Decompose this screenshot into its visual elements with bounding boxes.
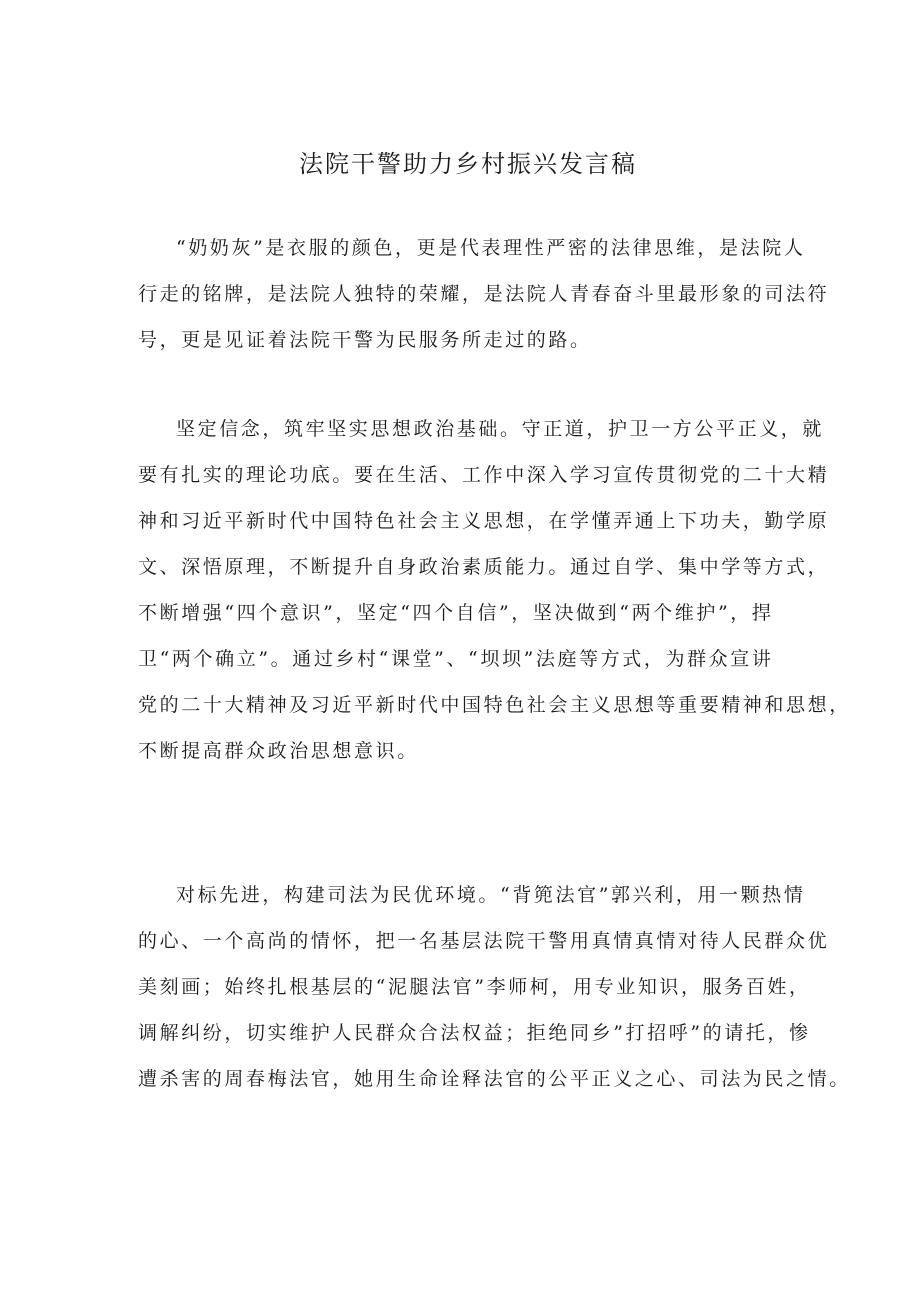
- paragraph-line: 对标先进，构建司法为民优环境。“背篼法官”郭兴利，用一颗热情: [176, 884, 806, 906]
- paragraph-2: [138, 406, 851, 774]
- paragraph-line: 美刻画；始终扎根基层的“泥腿法官”李师柯，用专业知识，服务百姓，: [138, 976, 811, 998]
- paragraph-line: 要有扎实的理论功底。要在生活、工作中深入学习宣传贯彻党的二十大精: [138, 464, 830, 486]
- paragraph-line: 行走的铭牌，是法院人独特的荣耀，是法院人青春奋斗里最形象的司法符: [138, 283, 830, 305]
- paragraph-1: [138, 225, 830, 363]
- paragraph-line: 坚定信念，筑牢坚实思想政治基础。守正道，护卫一方公平正义，就: [176, 418, 825, 440]
- paragraph-line: 党的二十大精神及习近平新时代中国特色社会主义思想等重要精神和思想，: [138, 694, 851, 716]
- paragraph-line: 卫“两个确立”。通过乡村“课堂”、“坝坝”法庭等方式，为群众宣讲: [138, 648, 774, 670]
- paragraph-line: 不断提高群众政治思想意识。: [138, 740, 419, 762]
- paragraph-line: 调解纠纷，切实维护人民群众合法权益；拒绝同乡”打招呼”的请托，惨: [138, 1022, 811, 1044]
- paragraph-line: “奶奶灰”是衣服的颜色，更是代表理性严密的法律思维，是法院人: [176, 237, 806, 259]
- paragraph-line: 文、深悟原理，不断提升自身政治素质能力。通过自学、集中学等方式，: [138, 556, 830, 578]
- paragraph-line: 遭杀害的周春梅法官，她用生命诠释法官的公平正义之心、司法为民之情。: [138, 1068, 851, 1090]
- paragraph-3: [138, 872, 851, 1102]
- paragraph-line: 的心、一个高尚的情怀，把一名基层法院干警用真情真情对待人民群众优: [138, 930, 830, 952]
- paragraph-line: 神和习近平新时代中国特色社会主义思想，在学懂弄通上下功夫，勤学原: [138, 510, 830, 532]
- paragraph-line: 不断增强“四个意识”，坚定“四个自信”，坚决做到“两个维护”，捍: [138, 602, 774, 624]
- paragraph-line: 号，更是见证着法院干警为民服务所走过的路。: [138, 329, 592, 351]
- page-title: 法院干警助力乡村振兴发言稿: [299, 150, 637, 178]
